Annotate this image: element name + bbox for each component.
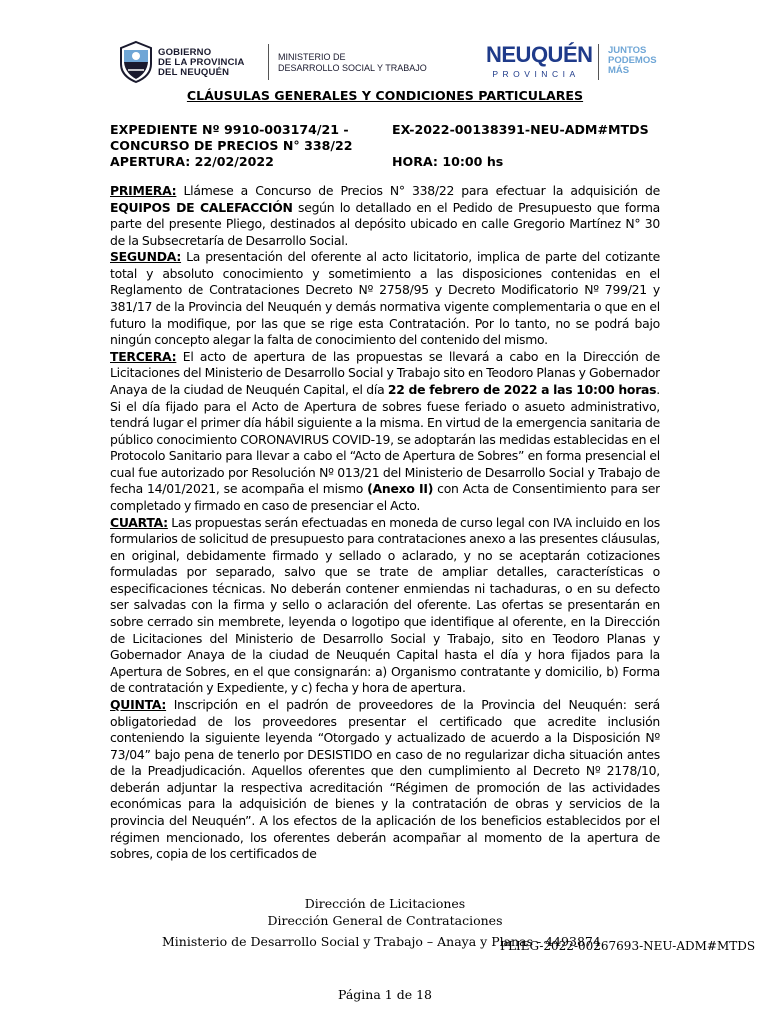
clause-bold-text: (Anexo II): [367, 481, 434, 497]
clause-cuarta: [110, 515, 660, 697]
expediente-code: EX-2022-00138391-NEU-ADM#MTDS: [392, 122, 649, 137]
footer-line: Dirección de Licitaciones: [304, 896, 466, 911]
clause-segunda: [110, 249, 660, 348]
footer: [0, 895, 770, 929]
gobierno-line: DEL NEUQUÉN: [158, 67, 230, 78]
clause-heading: QUINTA:: [110, 696, 167, 712]
page-number: Página 1 de 18: [338, 987, 432, 1002]
hora-label: HORA: 10:00 hs: [392, 154, 504, 169]
slogan-line: MÁS: [608, 65, 630, 76]
neuquen-logo-sub: PROVINCIA: [492, 69, 580, 79]
document-reference: PLIEG-2022-00267693-NEU-ADM#MTDS: [500, 939, 756, 953]
clause-text: . Si el día fijado para el Acto de Apertura de sobres fuese feriado o asueto administrativo, tendrá lugar el primer día hábil siguiente a la misma. En virtud de la emergencia sanitaria de público conocimiento CORONAVIRUS COVID-19, se adoptarán las medidas establecidas en el Protocolo Sanitario para llevar a cabo el “Acto de Apertura de Sobres” en forma presencial el cual fue autorizado por Resolución Nº 013/21 del Ministerio de Desarrollo Social y Trabajo de fecha 14/01/2021, se acompaña el mismo: [110, 381, 660, 497]
letterhead: [118, 38, 678, 86]
clauses-body: [110, 183, 660, 903]
provincial-shield-icon: [118, 40, 154, 84]
header-divider: [268, 44, 269, 80]
clause-text: Inscripción en el padrón de proveedores de la Provincia del Neuquén: será obligatoriedad de los proveedores presentar el certificado que acredite inclusión conteniendo la siguiente leyenda “Otorgado y actualizado de acuerdo a la Disposición Nº 73/04” bajo pena de tenerlo por DESISTIDO en caso de no regularizar dicha situación antes de la Preadjudicación. Aquellos oferentes que den cumplimiento al Decreto Nº 2178/10, deberán adjuntar la respectiva acreditación “Régimen de promoción de las actividades económicas para la adquisición de bienes y la contratación de obras y servicios de la provincia del Neuquén”. A los efectos de la aplicación de los beneficios establecidos por el régimen mencionado, los oferentes deberán acompañar al momento de la apertura de sobres, copia de los certificados de: [110, 696, 660, 862]
footer-address: Ministerio de Desarrollo Social y Trabajo – Anaya y Planas - 4493874: [162, 934, 601, 949]
document-title: CLÁUSULAS GENERALES Y CONDICIONES PARTICULARES: [186, 88, 584, 103]
slogan-line: JUNTOS: [608, 45, 647, 56]
gobierno-text: [158, 48, 245, 78]
gobierno-line: DE LA PROVINCIA: [158, 57, 245, 68]
clause-text: Las propuestas serán efectuadas en moneda de curso legal con IVA incluido en los formularios de solicitud de presupuesto para contrataciones anexo a las presentes cláusulas, en original, debidamente firmado y sellado o aclarado, y no se aceptarán cotizaciones formuladas por separado, salvo que se trate de ampliar detalles, características o especificaciones técnicas. No deberán contener enmiendas ni tachaduras, o en su defecto ser salvadas con la firma y sello o aclaración del oferente. Las ofertas se presentarán en sobre cerrado sin membrete, leyenda o logotipo que identifique al oferente, en la Dirección de Licitaciones del Ministerio de Desarrollo Social y Trabajo, sito en Teodoro Planas y Gobernador Anaya de la ciudad de Neuquén Capital hasta el día y hora fijados para la Apertura de Sobres, en el que consignarán: a) Organismo contratante y domicilio, b) Forma de contratación y Expediente, y c) fecha y hora de apertura.: [110, 514, 660, 696]
clause-bold-text: EQUIPOS DE CALEFACCIÓN: [110, 199, 293, 215]
clause-tercera: [110, 349, 660, 515]
clause-heading: SEGUNDA:: [110, 249, 182, 265]
clause-primera: [110, 183, 660, 249]
clause-text: con Acta de Consentimiento para ser completado y firmado en caso de presenciar el Acto.: [110, 481, 660, 513]
clause-text: según lo detallado en el Pedido de Presupuesto que forma parte del presente Pliego, destinados al depósito ubicado en calle Gregorio Martínez N° 30 de la Subsecretaría de Desarrollo Social.: [110, 199, 660, 248]
concurso-label: CONCURSO DE PRECIOS N° 338/22: [110, 138, 353, 153]
expediente-label: EXPEDIENTE Nº 9910-003174/21 -: [110, 122, 349, 137]
gobierno-line: GOBIERNO: [158, 47, 212, 58]
clause-heading: PRIMERA:: [110, 183, 177, 198]
clause-heading: TERCERA:: [110, 348, 177, 364]
clause-text: Llámese a Concurso de Precios N° 338/22 para efectuar la adquisición de: [176, 183, 660, 198]
footer-line: Dirección General de Contrataciones: [267, 913, 503, 928]
clause-text: La presentación del oferente al acto licitatorio, implica de parte del cotizante total y absoluto conocimiento y sometimiento a las disposiciones contenidas en el Reglamento de Contrataciones Decreto Nº 2758/95 y Decreto Modificatorio Nº 799/21 y 381/17 de la Provincia del Neuquén y demás normativa vigente complementaria o que en el futuro la modifique, por las que se rige esta Contratación. Por lo tanto, no se podrá bajo ningún concepto alegar la falta de conocimiento del contenido del mismo.: [110, 249, 660, 348]
clause-quinta: [110, 697, 660, 863]
ministerio-line: MINISTERIO DE: [278, 52, 346, 62]
neuquen-logo: [486, 42, 593, 79]
clause-text: El acto de apertura de las propuestas se llevará a cabo en la Dirección de Licitaciones del Ministerio de Desarrollo Social y Trabajo sito en Teodoro Planas y Gobernador Anaya de la ciudad de Neuquén Capital, el día: [110, 348, 660, 397]
neuquen-logo-title: NEUQUÉN: [486, 42, 593, 67]
apertura-label: APERTURA: 22/02/2022: [110, 154, 274, 169]
clause-heading: CUARTA:: [110, 514, 168, 530]
ministerio-text: [278, 52, 427, 73]
clause-bold-text: 22 de febrero de 2022 a las 10:00 horas: [387, 381, 657, 397]
slogan: [608, 46, 657, 76]
slogan-line: PODEMOS: [608, 55, 657, 66]
ministerio-line: DESARROLLO SOCIAL Y TRABAJO: [278, 62, 427, 73]
header-divider: [598, 44, 599, 80]
